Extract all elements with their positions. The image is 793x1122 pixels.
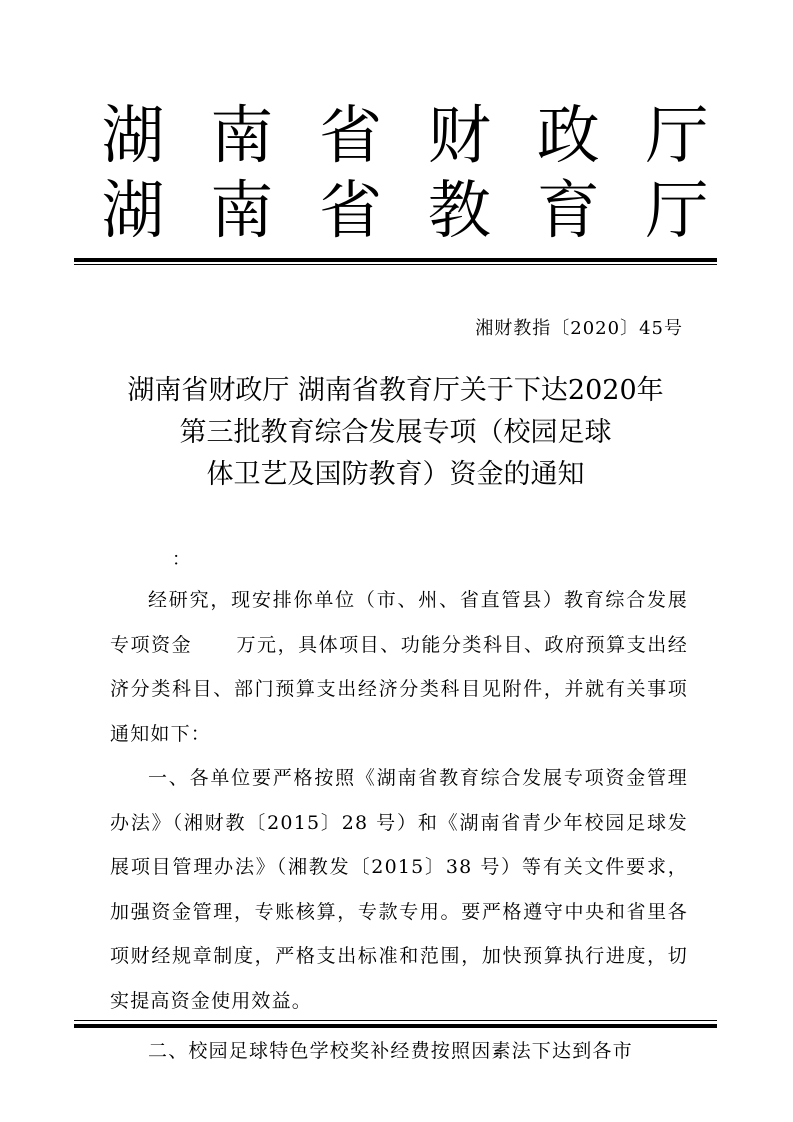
title-line: 湖南省财政厅 湖南省教育厅关于下达2020年 (127, 375, 664, 406)
footer-rule-thin (74, 1020, 717, 1021)
paragraph-text: 经研究，现安排你单位（市、州、省直管县）教育综合发展专项资金 (110, 589, 688, 656)
document-body (110, 578, 688, 1074)
issuer-finance-department (96, 98, 716, 174)
issuer-char: 厅 (645, 99, 711, 172)
issuer-education-department (96, 173, 716, 249)
footer-rule-thick (74, 1024, 717, 1028)
issuer-char: 厅 (645, 174, 711, 247)
title-line: 第三批教育综合发展专项（校园足球 (179, 417, 612, 448)
issuer-char: 财 (427, 99, 493, 172)
paragraph (110, 578, 688, 756)
salutation: ： (172, 549, 190, 570)
issuer-char: 南 (210, 99, 276, 172)
letterhead-rule-thin (74, 264, 717, 265)
paragraph-text: 万元，具体项目、功能分类科目、政府预算支出经济分类科目、部门预算支出经济分类科目见附件，并就有关事项通知如下： (110, 633, 688, 745)
paragraph: 二、校园足球特色学校奖补经费按照因素法下达到各市 (148, 1040, 633, 1062)
issuer-char: 教 (427, 174, 493, 247)
letterhead-rule-thick (74, 258, 717, 262)
issuer-char: 省 (319, 99, 385, 172)
title-line: 体卫艺及国防教育）资金的通知 (206, 459, 585, 490)
paragraph: 一、各单位要严格按照《湖南省教育综合发展专项资金管理办法》（湘财教〔2015〕28 号）和《湖南省青少年校园足球发展项目管理办法》（湘教发〔2015〕38 号）等有关文件要求，加强资金管理，专账核算，专款专用。要严格遵守中央和省里各项财经规章制度，严格支出标准和范围，加快预算执行进度，切实提高资金使用效益。 (110, 767, 688, 1012)
issuer-char: 育 (536, 174, 602, 247)
issuer-char: 湖 (101, 174, 167, 247)
document-number: 湘财教指〔2020〕45号 (475, 318, 683, 339)
issuer-char: 省 (319, 174, 385, 247)
issuer-char: 南 (210, 174, 276, 247)
issuer-char: 湖 (101, 99, 167, 172)
document-title (74, 370, 717, 496)
issuer-char: 政 (536, 99, 602, 172)
